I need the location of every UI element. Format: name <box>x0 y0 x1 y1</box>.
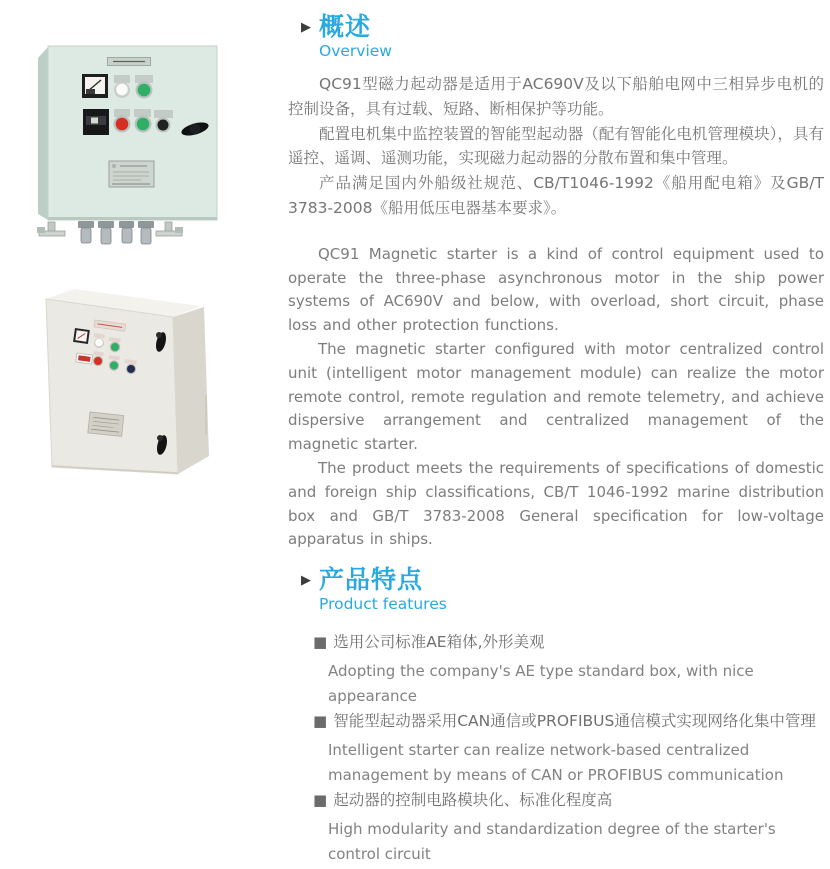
ammeter <box>82 74 108 98</box>
product-photo-perspective-view <box>25 275 260 490</box>
nameplate <box>109 161 154 187</box>
button-label <box>114 75 130 83</box>
overview-paragraph-en: The product meets the requirements of specifications of domestic and foreign ship classifications, CB/T 1046-1992 marine distribution box and GB/T 3783-2008 General specification for low-voltage apparatus in ships. <box>288 458 824 549</box>
white-button <box>94 338 104 348</box>
red-button <box>114 116 131 133</box>
feature-en-text: Intelligent starter can realize network-based centralized management by means of CAN or PROFIBUS communication <box>328 741 784 784</box>
section-overview <box>288 0 824 552</box>
white-button <box>114 82 130 98</box>
features-title-zh: 产品特点 <box>319 565 424 595</box>
overview-paragraph-zh: 配置电机集中监控装置的智能型起动器（配有智能化电机管理模块），具有遥控、遥调、遥测功能，实现磁力起动器的分散布置和集中管理。 <box>288 124 824 168</box>
features-title-en: Product features <box>319 595 447 614</box>
overview-paragraph-zh: QC91型磁力起动器是适用于AC690V及以下船舶电网中三相异步电机的控制设备，具有过载、短路、断相保护等功能。 <box>288 75 824 118</box>
overview-paragraph-en: The magnetic starter configured with motor centralized control unit (intelligent motor management module) can realize the motor remote control, remote regulation and remote telemetry, and achieve dispersive arrangement and centralized management of the magnetic starter. <box>288 339 824 454</box>
cabinet-bottom-edge <box>48 217 217 220</box>
feature-item <box>313 630 824 708</box>
cable-glands <box>78 221 154 244</box>
overview-paragraph-en: QC91 Magnetic starter is a kind of control equipment used to operate the three-phase asynchronous motor in the ship power systems of AC690V and below, with overload, short circuit, phase loss and other protection functions. <box>288 244 824 335</box>
green-button <box>109 360 119 370</box>
product-photo-front-view <box>35 42 247 247</box>
overview-chinese-paragraphs <box>288 72 824 221</box>
green-indicator <box>110 342 121 353</box>
breaker-switch <box>83 109 109 135</box>
section-marker-icon: ▶ <box>301 573 311 589</box>
cabinet-side <box>38 47 48 220</box>
red-label-plate <box>76 353 93 364</box>
bullet-square-icon: ■ <box>313 791 328 810</box>
bullet-square-icon: ■ <box>313 712 328 731</box>
feature-en-text: Adopting the company's AE type standard box, with nice appearance <box>328 662 754 705</box>
mounting-foot-right <box>156 222 183 236</box>
feature-en-text: High modularity and standardization degree of the starter's control circuit <box>328 820 776 863</box>
starter-front-view-illustration <box>35 42 247 247</box>
section-product-features <box>288 552 824 866</box>
cabinet-side <box>173 307 209 474</box>
feature-zh-text: 选用公司标准AE箱体,外形美观 <box>333 633 545 652</box>
text-column <box>288 0 824 867</box>
overview-english-paragraphs <box>288 243 824 552</box>
section-marker-icon: ▶ <box>301 20 311 35</box>
overview-title-zh: 概述 <box>319 12 372 41</box>
nameplate <box>88 412 124 436</box>
red-button <box>93 356 103 366</box>
feature-item <box>313 709 824 787</box>
feature-zh-text: 智能型起动器采用CAN通信或PROFIBUS通信模式实现网络化集中管理 <box>333 712 816 731</box>
black-button <box>156 118 171 133</box>
overview-paragraph-zh: 产品满足国内外船级社规范、CB/T1046-1992《船用配电箱》及GB/T 3783-2008《船用低压电器基本要求》。 <box>288 174 824 217</box>
green-button <box>135 116 152 133</box>
mounting-foot-left <box>37 222 65 236</box>
overview-header <box>288 13 824 60</box>
ammeter <box>73 328 90 344</box>
bullet-square-icon: ■ <box>313 633 328 652</box>
feature-item <box>313 788 824 866</box>
starter-perspective-illustration <box>25 275 260 490</box>
overview-title-en: Overview <box>319 42 392 60</box>
navy-button <box>126 364 136 374</box>
features-header <box>288 566 824 613</box>
features-list <box>288 630 824 866</box>
green-indicator <box>136 82 153 99</box>
feature-zh-text: 起动器的控制电路模块化、标准化程度高 <box>333 791 613 810</box>
button-label <box>154 110 173 118</box>
